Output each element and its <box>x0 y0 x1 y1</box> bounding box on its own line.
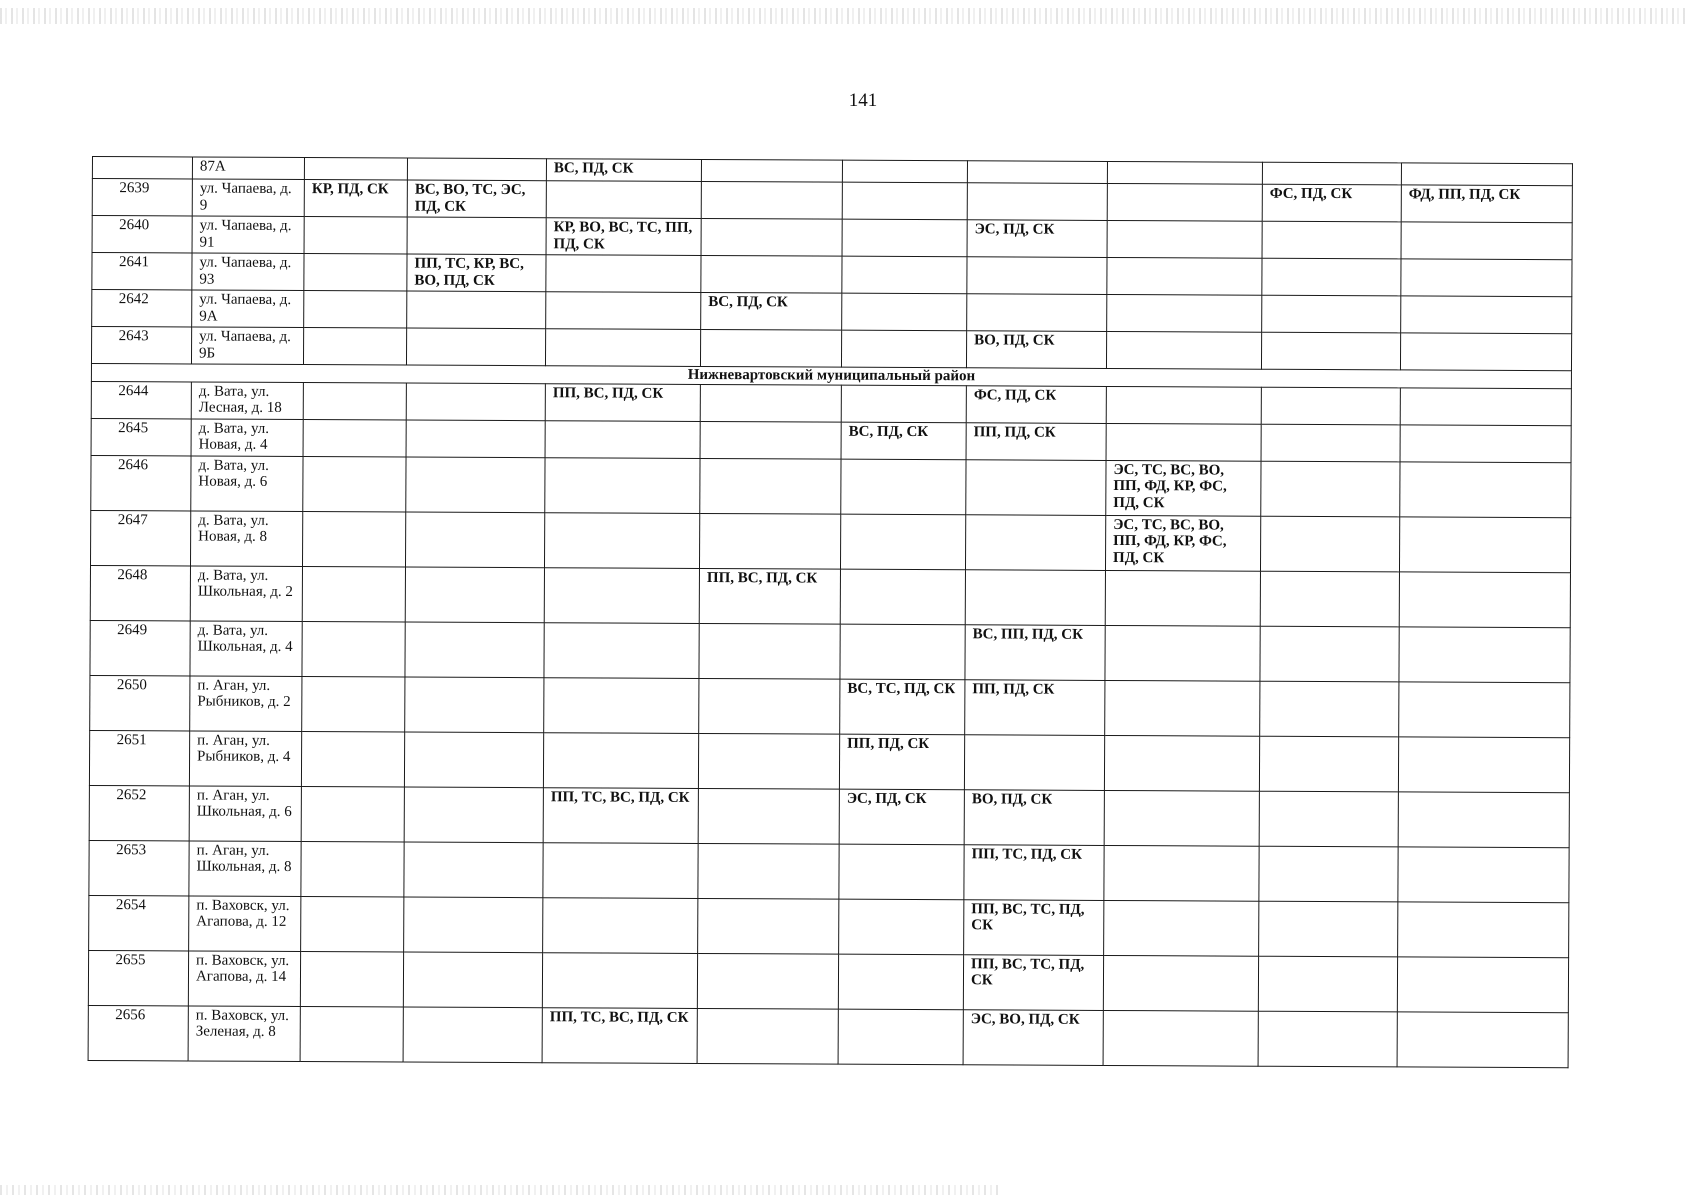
work-codes-cell <box>965 514 1105 570</box>
work-codes-cell <box>842 256 967 294</box>
work-codes-cell <box>300 1006 403 1062</box>
work-codes-cell <box>403 1007 542 1063</box>
work-codes-cell <box>301 731 404 787</box>
work-codes-cell <box>1259 901 1398 957</box>
work-codes-cell <box>1262 162 1401 185</box>
work-codes-cell <box>1258 1011 1397 1067</box>
work-codes-cell <box>1259 791 1398 847</box>
table-row <box>88 1005 1568 1067</box>
work-codes-cell <box>1105 680 1260 736</box>
address-cell: п. Ваховск, ул. Агапова, д. 14 <box>188 950 300 1006</box>
work-codes-cell <box>1398 846 1569 902</box>
work-codes-cell: ЭС, ПД, СК <box>967 220 1107 258</box>
work-codes-cell <box>546 255 701 293</box>
work-codes-cell <box>1260 681 1399 737</box>
work-codes-cell <box>543 897 698 953</box>
work-codes-cell <box>967 257 1107 295</box>
work-codes-cell <box>966 459 1106 515</box>
work-codes-cell <box>701 255 842 293</box>
address-cell: ул. Чапаева, д. 91 <box>192 216 304 254</box>
work-codes-cell <box>1259 736 1398 792</box>
work-codes-cell <box>1261 332 1400 370</box>
work-codes-cell <box>302 566 405 622</box>
address-cell: п. Аган, ул. Рыбников, д. 4 <box>189 730 301 786</box>
work-codes-cell <box>1397 1011 1568 1067</box>
work-codes-cell <box>403 952 542 1008</box>
row-number-cell: 2653 <box>89 840 189 895</box>
work-codes-cell <box>303 328 406 366</box>
address-cell: п. Аган, ул. Школьная, д. 6 <box>189 785 301 841</box>
work-codes-cell <box>407 158 546 181</box>
work-codes-cell <box>964 734 1104 790</box>
work-codes-cell: ПП, ВС, ПД, СК <box>545 383 700 421</box>
table-body-top <box>91 157 1572 371</box>
work-codes-cell <box>406 383 545 421</box>
work-codes-cell <box>303 419 406 457</box>
work-codes-cell <box>1104 735 1259 791</box>
work-codes-cell: ВС, ВО, ТС, ЭС, ПД, СК <box>407 180 546 218</box>
work-codes-cell <box>1399 681 1570 737</box>
address-cell: 87А <box>192 157 304 180</box>
page-number: 141 <box>848 90 878 111</box>
row-number-cell: 2649 <box>90 620 190 675</box>
work-codes-cell <box>1104 790 1259 846</box>
work-codes-cell <box>546 292 701 330</box>
work-codes-cell <box>1400 461 1571 517</box>
work-codes-cell <box>1400 333 1571 371</box>
work-codes-cell <box>1399 516 1570 572</box>
work-codes-cell <box>1398 901 1569 957</box>
work-codes-cell: ФС, ПД, СК <box>1262 184 1401 222</box>
address-cell: д. Вата, ул. Новая, д. 4 <box>191 418 303 456</box>
work-codes-cell <box>841 330 966 368</box>
work-codes-cell: ВС, ПД, СК <box>841 422 966 460</box>
work-codes-cell <box>301 786 404 842</box>
work-codes-cell <box>302 511 405 567</box>
work-codes-cell <box>698 843 839 899</box>
work-codes-cell <box>1259 846 1398 902</box>
work-codes-cell <box>1261 387 1400 425</box>
work-codes-cell <box>842 219 967 257</box>
work-codes-cell: ЭС, ВО, ПД, СК <box>963 1009 1103 1065</box>
work-codes-cell: ПП, ТС, ПД, СК <box>964 844 1104 900</box>
table-row <box>89 785 1569 847</box>
row-number-cell: 2656 <box>88 1005 188 1060</box>
work-codes-cell <box>407 217 546 255</box>
work-codes-cell <box>1260 516 1399 572</box>
scan-noise-top <box>0 8 1686 24</box>
work-codes-cell <box>1107 220 1262 258</box>
work-codes-cell <box>304 254 407 292</box>
work-codes-cell <box>698 733 839 789</box>
address-cell: д. Вата, ул. Школьная, д. 2 <box>190 565 302 621</box>
work-codes-cell: ЭС, ТС, ВС, ВО, ПП, ФД, КР, ФС, ПД, СК <box>1105 515 1260 571</box>
table-row <box>89 730 1569 792</box>
work-codes-cell <box>1398 791 1569 847</box>
work-codes-cell <box>404 897 543 953</box>
address-cell: ул. Чапаева, д. 93 <box>192 253 304 291</box>
work-codes-cell <box>700 458 841 514</box>
row-number-cell: 2652 <box>89 785 189 840</box>
address-cell: д. Вата, ул. Лесная, д. 18 <box>191 381 303 419</box>
row-number-cell: 2645 <box>91 418 191 455</box>
address-cell: п. Аган, ул. Рыбников, д. 2 <box>190 675 302 731</box>
work-codes-cell <box>1105 570 1260 626</box>
work-codes-cell <box>303 456 406 512</box>
work-codes-cell <box>1106 331 1261 369</box>
row-number-cell: 2642 <box>92 290 192 327</box>
work-codes-cell <box>303 382 406 420</box>
work-codes-cell <box>404 732 543 788</box>
row-number-cell: 2655 <box>88 950 188 1005</box>
work-codes-cell <box>699 623 840 679</box>
table-row <box>90 565 1570 627</box>
work-codes-cell <box>842 182 967 220</box>
row-number-cell: 2641 <box>92 253 192 290</box>
table-row <box>89 840 1569 902</box>
work-codes-cell <box>405 512 544 568</box>
row-number-cell: 2644 <box>91 381 191 418</box>
work-codes-cell <box>842 160 967 183</box>
work-codes-cell <box>1103 955 1258 1011</box>
work-codes-cell <box>543 842 698 898</box>
section-title: Нижневартовский муниципальный район <box>91 363 1571 388</box>
work-codes-cell <box>406 420 545 458</box>
work-codes-cell <box>301 841 404 897</box>
address-cell: ул. Чапаева, д. 9А <box>192 290 304 328</box>
work-codes-cell <box>1261 424 1400 462</box>
work-codes-cell <box>699 513 840 569</box>
work-codes-cell <box>700 384 841 422</box>
work-codes-cell <box>1401 296 1572 334</box>
work-codes-cell <box>701 181 842 219</box>
work-codes-cell <box>406 328 545 366</box>
work-codes-cell <box>405 567 544 623</box>
work-codes-cell <box>965 569 1105 625</box>
work-codes-cell <box>301 896 404 952</box>
address-cell: п. Ваховск, ул. Зеленая, д. 8 <box>188 1005 300 1061</box>
work-codes-cell <box>1261 461 1400 517</box>
work-codes-cell <box>404 842 543 898</box>
row-number-cell: 2640 <box>92 216 192 253</box>
row-number-cell: 2651 <box>89 730 189 785</box>
work-codes-cell <box>1400 424 1571 462</box>
work-codes-cell <box>1262 295 1401 333</box>
work-codes-cell <box>1401 222 1572 260</box>
work-codes-cell <box>406 457 545 513</box>
work-codes-cell: ЭС, ПД, СК <box>839 789 964 845</box>
work-codes-cell <box>304 217 407 255</box>
row-number-cell <box>92 157 192 179</box>
work-codes-cell <box>838 954 963 1010</box>
work-codes-cell <box>840 624 965 680</box>
work-codes-cell <box>544 567 699 623</box>
work-codes-cell <box>546 181 701 219</box>
work-codes-cell <box>407 291 546 329</box>
work-codes-cell: КР, ВО, ВС, ТС, ПП, ПД, СК <box>546 218 701 256</box>
work-codes-cell: ВС, ПП, ПД, СК <box>965 624 1105 680</box>
work-codes-cell <box>698 788 839 844</box>
work-codes-cell: ПП, ТС, ВС, ПД, СК <box>543 787 698 843</box>
table-row <box>89 895 1569 957</box>
work-codes-cell <box>304 291 407 329</box>
work-codes-cell <box>1104 900 1259 956</box>
work-codes-cell <box>1107 183 1262 221</box>
work-codes-cell <box>700 329 841 367</box>
work-codes-cell <box>1399 626 1570 682</box>
work-codes-cell: ВС, ПД, СК <box>546 159 701 182</box>
work-codes-cell: ВО, ПД, СК <box>966 331 1106 369</box>
work-codes-cell: ПП, ВС, ТС, ПД, СК <box>964 899 1104 955</box>
work-codes-cell: ПП, ВС, ТС, ПД, СК <box>963 954 1103 1010</box>
work-codes-cell: ВС, ТС, ПД, СК <box>840 679 965 735</box>
row-number-cell: 2643 <box>91 327 191 364</box>
work-codes-cell <box>1103 1010 1258 1066</box>
work-codes-cell <box>697 953 838 1009</box>
work-codes-cell <box>701 218 842 256</box>
work-codes-cell: ПП, ПД, СК <box>965 679 1105 735</box>
work-codes-cell: ФД, ПП, ПД, СК <box>1401 185 1572 223</box>
work-codes-cell <box>300 951 403 1007</box>
work-codes-cell <box>1262 221 1401 259</box>
work-codes-cell <box>545 457 700 513</box>
repair-schedule-table <box>88 156 1573 1068</box>
work-codes-cell <box>1258 956 1397 1012</box>
table-body-bottom <box>88 381 1571 1067</box>
table-wrapper <box>88 156 1572 1068</box>
work-codes-cell <box>841 459 966 515</box>
table-row <box>88 950 1568 1012</box>
work-codes-cell <box>1107 294 1262 332</box>
table-row <box>91 510 1571 572</box>
work-codes-cell <box>838 1009 963 1065</box>
work-codes-cell <box>1260 571 1399 627</box>
work-codes-cell <box>700 421 841 459</box>
work-codes-cell <box>545 329 700 367</box>
work-codes-cell <box>405 622 544 678</box>
address-cell: п. Ваховск, ул. Агапова, д. 12 <box>189 895 301 951</box>
scan-noise-bottom <box>0 1185 1000 1195</box>
work-codes-cell: ВО, ПД, СК <box>964 789 1104 845</box>
row-number-cell: 2648 <box>90 565 190 620</box>
work-codes-cell <box>839 844 964 900</box>
work-codes-cell <box>302 676 405 732</box>
work-codes-cell <box>840 569 965 625</box>
table-row <box>90 675 1570 737</box>
address-cell: п. Аган, ул. Школьная, д. 8 <box>189 840 301 896</box>
work-codes-cell <box>544 512 699 568</box>
work-codes-cell <box>697 1008 838 1064</box>
work-codes-cell <box>405 677 544 733</box>
address-cell: ул. Чапаева, д. 9Б <box>191 327 303 365</box>
work-codes-cell: ЭС, ТС, ВС, ВО, ПП, ФД, КР, ФС, ПД, СК <box>1106 460 1261 516</box>
work-codes-cell <box>542 952 697 1008</box>
work-codes-cell: КР, ПД, СК <box>304 180 407 218</box>
row-number-cell: 2650 <box>90 675 190 730</box>
work-codes-cell <box>304 158 407 181</box>
work-codes-cell <box>701 159 842 182</box>
work-codes-cell <box>1107 161 1262 184</box>
work-codes-cell <box>967 183 1107 221</box>
work-codes-cell <box>839 899 964 955</box>
work-codes-cell <box>1106 386 1261 424</box>
work-codes-cell: ПП, ТС, КР, ВС, ВО, ПД, СК <box>407 254 546 292</box>
work-codes-cell <box>1105 625 1260 681</box>
row-number-cell: 2639 <box>92 179 192 216</box>
work-codes-cell <box>1399 571 1570 627</box>
row-number-cell: 2654 <box>89 895 189 950</box>
work-codes-cell <box>840 514 965 570</box>
work-codes-cell <box>1106 423 1261 461</box>
address-cell: д. Вата, ул. Новая, д. 6 <box>191 455 303 511</box>
work-codes-cell: ВС, ПД, СК <box>701 292 842 330</box>
work-codes-cell <box>967 161 1107 184</box>
work-codes-cell: ПП, ТС, ВС, ПД, СК <box>542 1007 697 1063</box>
address-cell: д. Вата, ул. Новая, д. 8 <box>191 510 303 566</box>
work-codes-cell <box>545 420 700 458</box>
work-codes-cell <box>544 622 699 678</box>
work-codes-cell <box>543 732 698 788</box>
work-codes-cell <box>842 293 967 331</box>
table-row <box>91 455 1571 517</box>
work-codes-cell <box>699 678 840 734</box>
work-codes-cell <box>1107 257 1262 295</box>
work-codes-cell <box>1104 845 1259 901</box>
work-codes-cell <box>1262 258 1401 296</box>
table-row <box>90 620 1570 682</box>
work-codes-cell: ПП, ВС, ПД, СК <box>699 568 840 624</box>
work-codes-cell <box>841 385 966 423</box>
work-codes-cell <box>1400 387 1571 425</box>
work-codes-cell <box>698 898 839 954</box>
work-codes-cell <box>1401 259 1572 297</box>
address-cell: ул. Чапаева, д. 9 <box>192 179 304 217</box>
work-codes-cell <box>1260 626 1399 682</box>
work-codes-cell <box>1398 736 1569 792</box>
work-codes-cell <box>404 787 543 843</box>
work-codes-cell <box>544 677 699 733</box>
work-codes-cell <box>1397 956 1568 1012</box>
work-codes-cell: ПП, ПД, СК <box>839 734 964 790</box>
work-codes-cell <box>302 621 405 677</box>
work-codes-cell <box>1401 163 1572 186</box>
work-codes-cell <box>967 294 1107 332</box>
work-codes-cell: ФС, ПД, СК <box>966 385 1106 423</box>
address-cell: д. Вата, ул. Школьная, д. 4 <box>190 620 302 676</box>
row-number-cell: 2646 <box>91 455 191 510</box>
row-number-cell: 2647 <box>91 510 191 565</box>
work-codes-cell: ПП, ПД, СК <box>966 422 1106 460</box>
